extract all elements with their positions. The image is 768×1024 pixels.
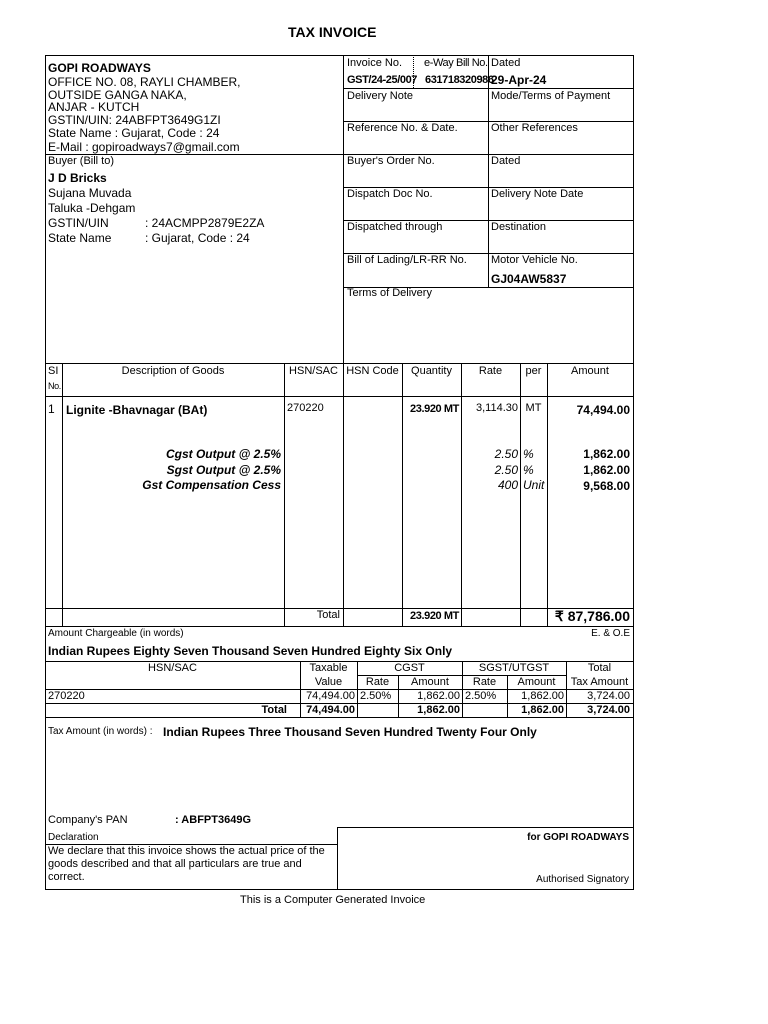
cess-amount: 9,568.00 — [583, 479, 630, 493]
declaration-line-1: We declare that this invoice shows the actual price of the — [48, 845, 325, 857]
terms-of-delivery-label: Terms of Delivery — [347, 287, 432, 299]
seller-address-3: ANJAR - KUTCH — [48, 100, 140, 114]
amount-words-label: Amount Chargeable (in words) — [48, 628, 184, 639]
tax-h-taxable-1: Taxable — [309, 662, 348, 674]
signatory-box-top — [337, 827, 633, 828]
seller-address-2: OUTSIDE GANGA NAKA, — [48, 88, 187, 102]
sgst-label: Sgst Output @ 2.5% — [166, 463, 281, 477]
tax-h-total-2: Tax Amount — [570, 676, 629, 688]
total-quantity: 23.920 MT — [410, 610, 459, 622]
motor-vehicle-label: Motor Vehicle No. — [491, 254, 578, 266]
tax-total-cgst: 1,862.00 — [417, 704, 460, 716]
vehicle-number: GJ04AW5837 — [491, 272, 567, 286]
buyer-state-value: : Gujarat, Code : 24 — [145, 231, 250, 245]
items-top-line — [45, 363, 633, 364]
eway-bill-value: 631718320986 — [425, 74, 494, 86]
frame-left — [45, 55, 46, 890]
invoice-title: TAX INVOICE — [288, 24, 377, 40]
meta-line — [343, 88, 633, 89]
col-amount: Amount — [571, 365, 609, 377]
invoice-date: 29-Apr-24 — [491, 73, 547, 87]
eoe-label: E. & O.E — [591, 628, 630, 639]
items-col-line — [284, 363, 285, 626]
frame-top — [45, 55, 633, 56]
tax-row-sgst-rate: 2.50% — [465, 690, 497, 702]
buyer-name: J D Bricks — [48, 171, 107, 185]
seller-email: E-Mail : gopiroadways7@gmail.com — [48, 140, 240, 154]
items-bottom-line — [45, 626, 633, 627]
cess-per: Unit — [523, 478, 545, 492]
col-description: Description of Goods — [121, 365, 225, 377]
tax-row-hsn: 270220 — [48, 690, 85, 702]
delivery-note-label: Delivery Note — [347, 90, 414, 102]
tax-h-cgst-rate: Rate — [365, 676, 390, 688]
tax-total-taxable: 74,494.00 — [306, 704, 355, 716]
item-hsn: 270220 — [287, 402, 324, 414]
footer-note: This is a Computer Generated Invoice — [240, 894, 426, 906]
tax-h-sgst: SGST/UTGST — [478, 662, 550, 674]
pan-label: Company's PAN — [48, 814, 128, 826]
destination-label: Destination — [491, 221, 547, 233]
cgst-label: Cgst Output @ 2.5% — [165, 447, 281, 461]
header-divider — [343, 55, 344, 363]
col-hsn-sac: HSN/SAC — [289, 365, 338, 377]
item-quantity: 23.920 MT — [410, 403, 459, 415]
col-si: SI — [48, 365, 59, 377]
seller-gstin: GSTIN/UIN: 24ABFPT3649G1ZI — [48, 113, 221, 127]
tax-h-sgst-amount: Amount — [517, 676, 556, 688]
bill-of-lading-label: Bill of Lading/LR-RR No. — [347, 254, 467, 266]
buyer-gstin-value: : 24ACMPP2879E2ZA — [145, 216, 265, 230]
buyer-line-1: Sujana Muvada — [48, 186, 132, 200]
declaration-heading: Declaration — [48, 832, 99, 843]
cgst-per: % — [523, 447, 534, 461]
eway-bill-label: e-Way Bill No. — [424, 57, 488, 69]
tax-row-cgst-rate: 2.50% — [360, 690, 392, 702]
buyer-heading: Buyer (Bill to) — [48, 155, 115, 167]
cgst-amount: 1,862.00 — [583, 447, 630, 461]
reference-label: Reference No. & Date. — [347, 122, 458, 134]
tax-total-label: Total — [261, 704, 287, 716]
invoice-no-value: GST/24-25/007 — [347, 74, 418, 86]
other-references-label: Other References — [491, 122, 578, 134]
col-per: per — [525, 365, 542, 377]
frame-right — [633, 55, 634, 890]
tax-h-cgst: CGST — [394, 662, 425, 674]
tax-row-sgst-amount: 1,862.00 — [521, 690, 564, 702]
tax-row-total: 3,724.00 — [587, 690, 630, 702]
tax-row-cgst-amount: 1,862.00 — [417, 690, 460, 702]
total-label: Total — [316, 609, 340, 621]
dispatch-doc-label: Dispatch Doc No. — [347, 188, 433, 200]
tax-h-sgst-rate: Rate — [472, 676, 497, 688]
tax-total-sgst: 1,862.00 — [521, 704, 564, 716]
item-sl: 1 — [48, 402, 55, 416]
grand-total-amount: ₹ 87,786.00 — [554, 608, 630, 624]
tax-h-cgst-amount: Amount — [411, 676, 449, 688]
cgst-rate: 2.50 — [494, 447, 518, 461]
declaration-line-3: correct. — [48, 871, 85, 883]
sgst-rate: 2.50 — [494, 463, 518, 477]
cess-label: Gst Compensation Cess — [142, 478, 281, 492]
tax-table-bottom-line — [45, 717, 633, 718]
cess-rate: 400 — [497, 478, 518, 492]
seller-name: GOPI ROADWAYS — [48, 61, 151, 75]
buyers-order-label: Buyer's Order No. — [347, 155, 435, 167]
tax-row-taxable: 74,494.00 — [306, 690, 355, 702]
tax-in-words: Indian Rupees Three Thousand Seven Hundred Twenty Four Only — [163, 725, 537, 739]
declaration-line-2: goods described and that all particulars are true and — [48, 858, 302, 870]
buyer-gstin-label: GSTIN/UIN — [48, 216, 109, 230]
seller-address-1: OFFICE NO. 08, RAYLI CHAMBER, — [48, 75, 241, 89]
col-rate: Rate — [478, 365, 503, 377]
items-col-line — [343, 363, 344, 626]
tax-h-taxable-2: Value — [314, 676, 343, 688]
authorised-signatory: Authorised Signatory — [536, 874, 629, 885]
seller-state: State Name : Gujarat, Code : 24 — [48, 126, 220, 140]
order-dated-label: Dated — [491, 155, 521, 167]
items-col-line — [62, 363, 63, 626]
buyer-line-2: Taluka -Dehgam — [48, 201, 136, 215]
mode-terms-label: Mode/Terms of Payment — [491, 90, 611, 102]
frame-bottom — [45, 889, 633, 890]
amount-in-words: Indian Rupees Eighty Seven Thousand Seven Hundred Eighty Six Only — [48, 644, 453, 658]
col-no: No. — [48, 381, 61, 391]
sgst-amount: 1,862.00 — [583, 463, 630, 477]
item-rate: 3,114.30 — [475, 402, 518, 414]
items-header-line — [45, 396, 633, 397]
tax-words-label: Tax Amount (in words) : — [48, 726, 153, 737]
item-amount: 74,494.00 — [576, 403, 630, 417]
tax-h-total-1: Total — [587, 662, 612, 674]
pan-value: : ABFPT3649G — [175, 814, 252, 826]
dispatched-through-label: Dispatched through — [347, 221, 443, 233]
item-per: MT — [525, 402, 542, 414]
sgst-per: % — [523, 463, 534, 477]
for-company: for GOPI ROADWAYS — [527, 832, 629, 843]
delivery-note-date-label: Delivery Note Date — [491, 188, 584, 200]
item-description: Lignite -Bhavnagar (BAt) — [66, 403, 208, 417]
col-hsn-code: HSN Code — [346, 365, 399, 377]
buyer-state-label: State Name — [48, 231, 112, 245]
signatory-box-left — [337, 827, 338, 889]
tax-total-amount: 3,724.00 — [587, 704, 630, 716]
dated-label: Dated — [491, 57, 521, 69]
tax-h-hsn: HSN/SAC — [148, 662, 197, 674]
invoice-no-label: Invoice No. — [347, 57, 403, 69]
col-quantity: Quantity — [411, 365, 452, 377]
